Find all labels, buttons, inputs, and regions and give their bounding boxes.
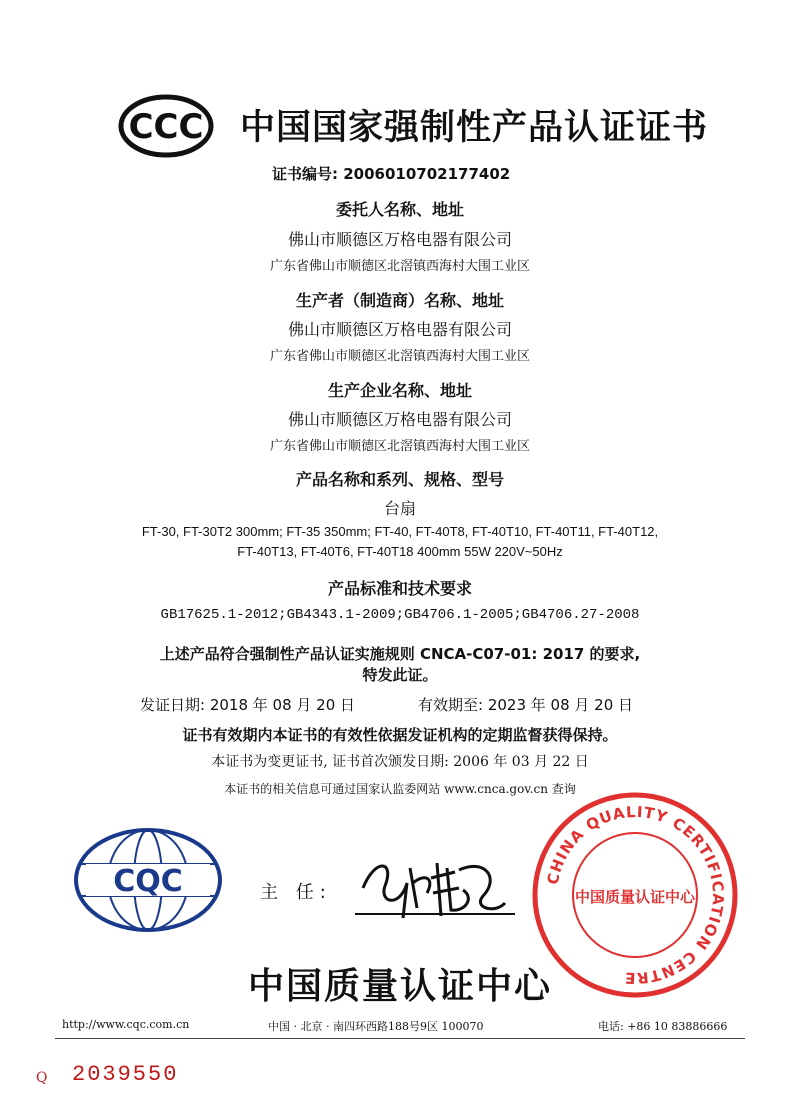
manufacturer-address: 广东省佛山市顺德区北滘镇西海村大围工业区	[269, 349, 530, 364]
certificate-title: 中国国家强制性产品认证证书	[240, 108, 709, 148]
footer-phone: 电话: +86 10 83886666	[598, 1020, 728, 1033]
svg-text:CQC: CQC	[113, 864, 183, 899]
change-note: 本证书为变更证书, 证书首次颁发日期: 2006 年 03 月 22 日	[211, 754, 589, 770]
product-models-line1: FT-30, FT-30T2 300mm; FT-35 350mm; FT-40, FT-40T8, FT-40T10, FT-40T11, FT-40T12,	[141, 524, 659, 539]
conformity-statement: 上述产品符合强制性产品认证实施规则 CNCA-C07-01: 2017 的要求,	[159, 645, 641, 663]
applicant-heading: 委托人名称、地址	[335, 200, 464, 219]
expiry-date: 有效期至: 2023 年 08 月 20 日	[418, 696, 634, 714]
applicant-name: 佛山市顺德区万格电器有限公司	[287, 230, 512, 249]
factory-address: 广东省佛山市顺德区北滘镇西海村大围工业区	[269, 439, 530, 454]
standards-list: GB17625.1-2012;GB4343.1-2009;GB4706.1-2005;GB4706.27-2008	[160, 607, 640, 623]
svg-text:CCC: CCC	[128, 107, 204, 147]
director-label: 主 任:	[260, 882, 332, 903]
footer-divider	[55, 1038, 745, 1039]
svg-text:CHINA QUALITY CERTIFICATION CE: CHINA QUALITY CERTIFICATION CENTRE	[543, 802, 728, 988]
footer-website: http://www.cqc.com.cn	[62, 1018, 190, 1031]
certificate-number: 证书编号: 2006010702177402	[272, 165, 511, 183]
product-models-line2: FT-40T13, FT-40T6, FT-40T18 400mm 55W 220V~50Hz	[237, 544, 563, 559]
factory-name: 佛山市顺德区万格电器有限公司	[287, 410, 512, 429]
ccc-logo	[118, 94, 214, 158]
product-heading: 产品名称和系列、规格、型号	[295, 470, 504, 489]
svg-text:中国质量认证中心: 中国质量认证中心	[574, 888, 696, 906]
footer-address: 中国 · 北京 · 南四环西路188号9区 100070	[268, 1020, 484, 1033]
issue-date: 发证日期: 2018 年 08 月 20 日	[140, 696, 356, 714]
validity-note: 证书有效期内本证书的有效性依据发证机构的定期监督获得保持。	[182, 726, 618, 744]
website-note: 本证书的相关信息可通过国家认监委网站 www.cnca.gov.cn 查询	[224, 782, 576, 796]
manufacturer-heading: 生产者（制造商）名称、地址	[295, 291, 504, 310]
serial-number: 2039550	[72, 1062, 179, 1087]
director-signature	[355, 848, 520, 928]
standards-heading: 产品标准和技术要求	[327, 579, 472, 598]
serial-prefix: Q	[36, 1070, 48, 1086]
cqc-logo	[68, 824, 228, 936]
factory-heading: 生产企业名称、地址	[327, 381, 472, 400]
product-name: 台扇	[383, 499, 416, 518]
manufacturer-name: 佛山市顺德区万格电器有限公司	[287, 320, 512, 339]
applicant-address: 广东省佛山市顺德区北滘镇西海村大围工业区	[269, 259, 530, 274]
issuer-name: 中国质量认证中心	[247, 966, 552, 1007]
conformity-statement-end: 特发此证。	[362, 666, 438, 684]
